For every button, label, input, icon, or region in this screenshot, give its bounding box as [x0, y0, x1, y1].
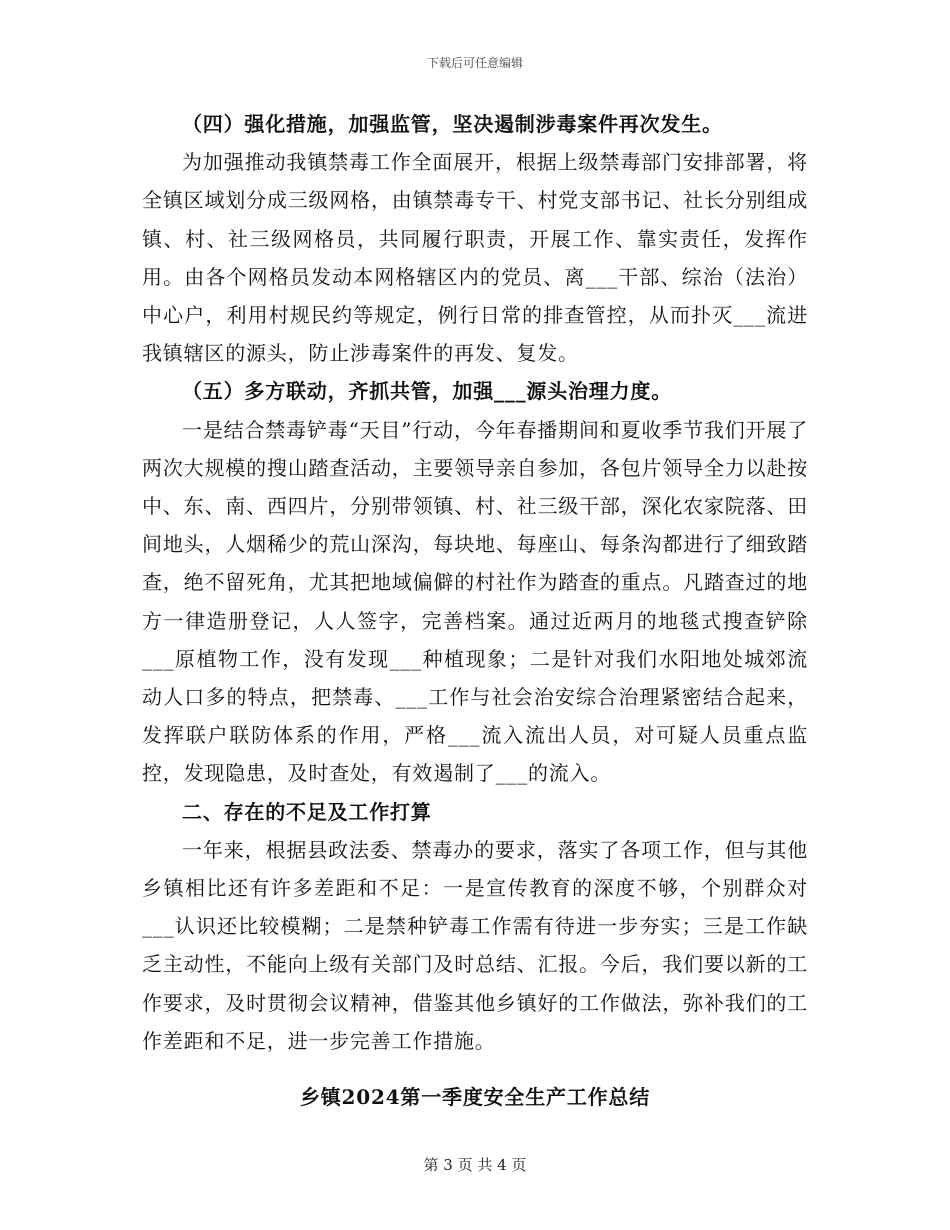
paragraph-3: 一年来，根据县政法委、禁毒办的要求，落实了各项工作，但与其他乡镇相比还有许多差距和不足：一是宣传教育的深度不够，个别群众对___认识还比较模糊；二是禁种铲毒工作需有待进一步夯实；三是工作缺乏主动性，不能向上级有关部门及时总结、汇报。今后，我们要以新的工作要求，及时贯彻会议精神，借鉴其他乡镇好的工作做法，弥补我们的工作差距和不足，进一步完善工作措施。 — [142, 837, 808, 1053]
page-footer: 第 3 页 共 4 页 — [423, 1156, 527, 1174]
header-note: 下载后可任意编辑 — [426, 56, 523, 70]
next-document-title: 乡镇2024第一季度安全生产工作总结 — [299, 1085, 651, 1110]
document-body — [142, 105, 808, 1116]
section-heading-2: 二、存在的不足及工作打算 — [182, 799, 432, 824]
section-heading-5: （五）多方联动，齐抓共管，加强___源头治理力度。 — [182, 379, 672, 404]
paragraph-1: 为加强推动我镇禁毒工作全面展开，根据上级禁毒部门安排部署，将全镇区域划分成三级网格，由镇禁毒专干、村党支部书记、社长分别组成镇、村、社三级网格员，共同履行职责，开展工作、靠实责任，发挥作用。由各个网格员发动本网格辖区内的党员、离___干部、综治（法治）中心户，利用村规民约等规定，例行日常的排查管控，从而扑灭___流进我镇辖区的源头，防止涉毒案件的再发、复发。 — [142, 150, 808, 366]
paragraph-2: 一是结合禁毒铲毒“天目”行动，今年春播期间和夏收季节我们开展了两次大规模的搜山踏查活动，主要领导亲自参加，各包片领导全力以赴按中、东、南、西四片，分别带领镇、村、社三级干部，深化农家院落、田间地头，人烟稀少的荒山深沟，每块地、每座山、每条沟都进行了细致踏查，绝不留死角，尤其把地域偏僻的村社作为踏查的重点。凡踏查过的地方一律造册登记，人人签字，完善档案。通过近两月的地毯式搜查铲除___原植物工作，没有发现___种植现象；二是针对我们水阳地处城郊流动人口多的特点，把禁毒、___工作与社会治安综合治理紧密结合起来，发挥联户联防体系的作用，严格___流入流出人员，对可疑人员重点监控，发现隐患，及时查处，有效遏制了___的流入。 — [142, 417, 808, 786]
section-heading-4: （四）强化措施，加强监管，坚决遏制涉毒案件再次发生。 — [182, 112, 723, 136]
